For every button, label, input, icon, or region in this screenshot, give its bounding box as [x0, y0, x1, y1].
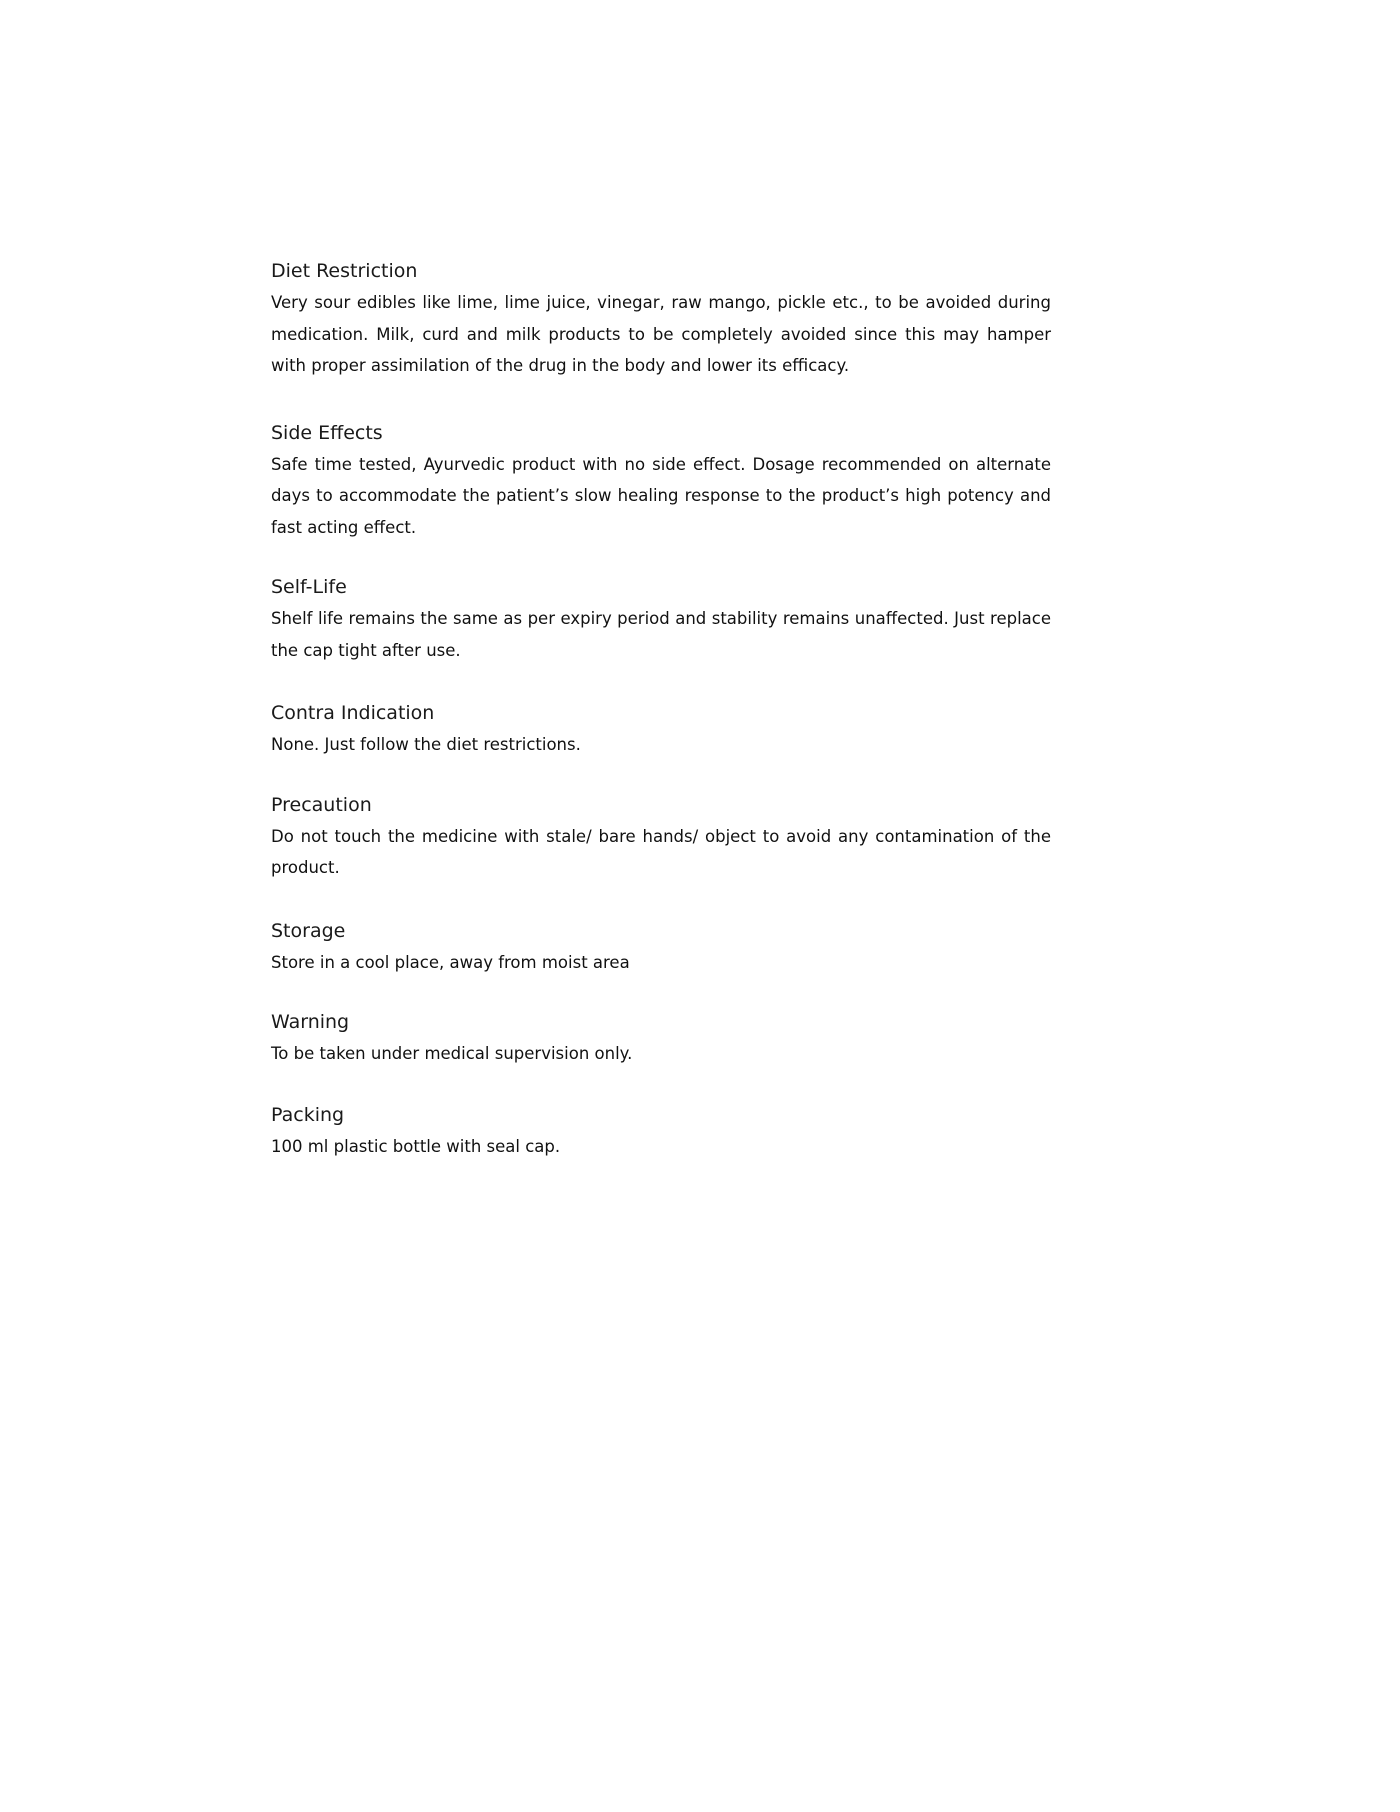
section-heading: Packing: [271, 1103, 345, 1126]
section-body: None. Just follow the diet restrictions.: [271, 735, 581, 754]
section-diet-restriction: [271, 257, 1051, 382]
section-storage: [271, 917, 1051, 979]
section-heading: Side Effects: [271, 421, 383, 444]
section-self-life: [271, 573, 1051, 666]
section-body: To be taken under medical supervision only.: [271, 1044, 633, 1063]
section-contra-indication: [271, 699, 1051, 761]
section-heading: Storage: [271, 919, 346, 942]
section-body: Do not touch the medicine with stale/ bare hands/ object to avoid any contamination of the product.: [271, 826, 1051, 877]
section-packing: [271, 1101, 1051, 1163]
section-side-effects: [271, 419, 1051, 544]
section-heading: Contra Indication: [271, 702, 435, 724]
section-heading: Self-Life: [271, 576, 347, 598]
section-body: Store in a cool place, away from moist area: [271, 952, 630, 972]
section-body: Safe time tested, Ayurvedic product with no side effect. Dosage recommended on alternate days to accommodate the patient’s slow healing response to the product’s high potency and fast acting effect.: [271, 454, 1051, 537]
section-warning: [271, 1008, 1051, 1070]
section-body: Very sour edibles like lime, lime juice, vinegar, raw mango, pickle etc., to be avoided during medication. Milk, curd and milk products to be completely avoided since this may hamper with proper assimilation of the drug in the body and lower its efficacy.: [271, 293, 1051, 375]
section-body: Shelf life remains the same as per expiry period and stability remains unaffected. Just replace the cap tight after use.: [271, 609, 1051, 660]
section-heading: Diet Restriction: [271, 260, 418, 282]
document-content: [271, 257, 1051, 1162]
section-body: 100 ml plastic bottle with seal cap.: [271, 1136, 561, 1156]
section-precaution: [271, 791, 1051, 884]
section-heading: Precaution: [271, 793, 372, 816]
section-heading: Warning: [271, 1011, 350, 1033]
